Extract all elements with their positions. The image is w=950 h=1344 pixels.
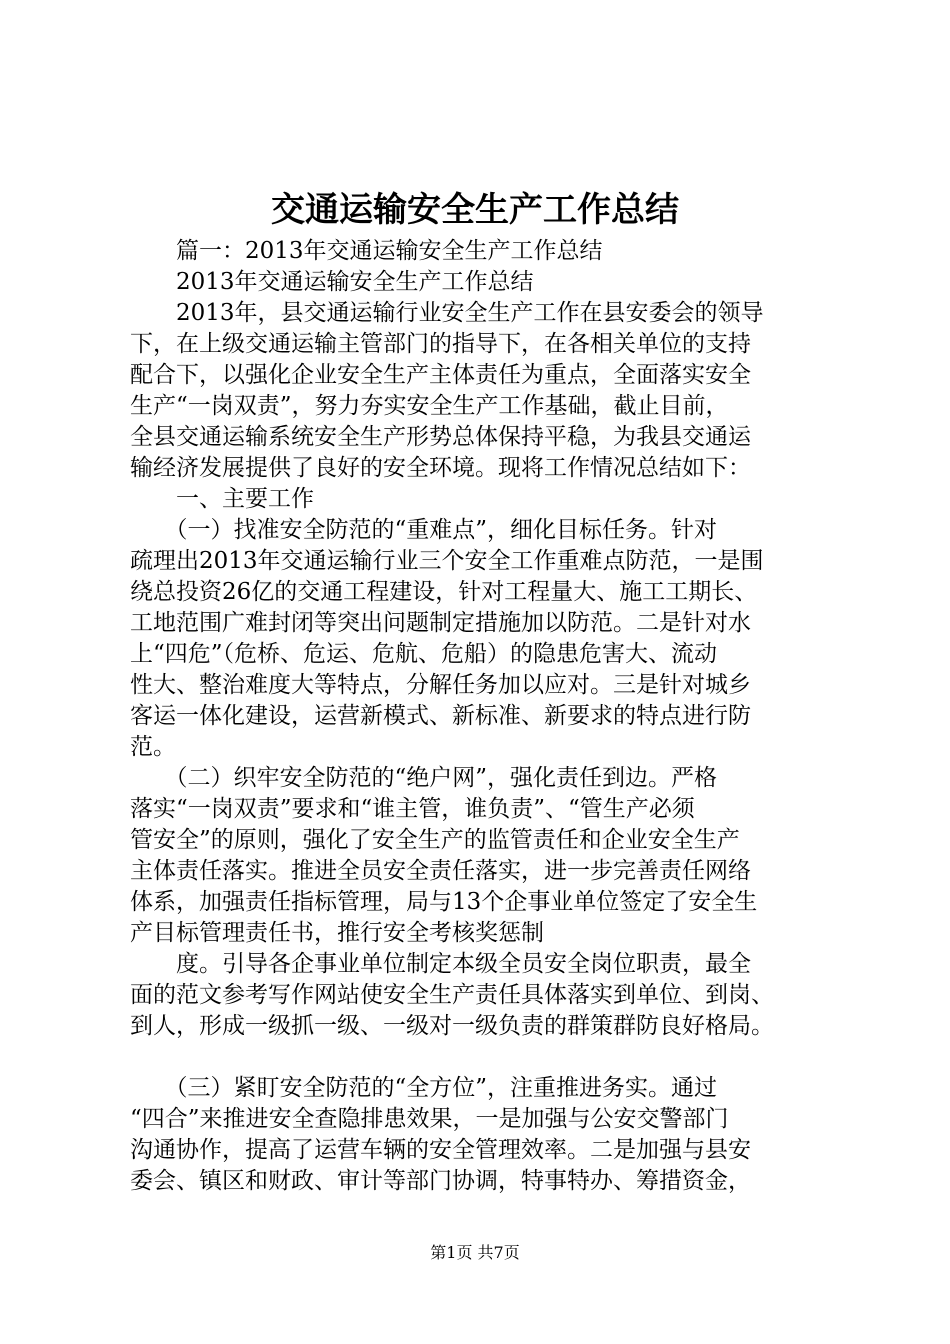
text-line: （二）织牢安全防范的“绝户网”，强化责任到边。严格 [130,765,718,791]
text-line: 2013年，县交通运输行业安全生产工作在县安委会的领导 [130,300,764,326]
text-line: 体系，加强责任指标管理，局与13个企事业单位签定了安全生 [130,889,758,915]
text-line: 客运一体化建设，运营新模式、新标准、新要求的特点进行防 [130,703,751,729]
text-line: 面的范文参考写作网站使安全生产责任具体落实到单位、到岗、 [130,982,774,1008]
text-line: 疏理出2013年交通运输行业三个安全工作重难点防范，一是围 [130,548,764,574]
text-line: 上“四危”（危桥、危运、危航、危船）的隐患危害大、流动 [130,641,718,667]
text-line: 篇一：2013年交通运输安全生产工作总结 [130,238,603,264]
text-line: 落实“一岗双责”要求和“谁主管，谁负责”、“管生产必须 [130,796,695,822]
page-footer: 第1页 共7页 [430,1243,520,1262]
text-line: （一）找准安全防范的“重难点”，细化目标任务。针对 [130,517,718,543]
text-line: 范。 [130,734,176,760]
text-line: 主体责任落实。推进全员安全责任落实，进一步完善责任网络 [130,858,751,884]
text-line: 绕总投资26亿的交通工程建设，针对工程量大、施工工期长、 [130,579,758,605]
document-title: 交通运输安全生产工作总结 [271,190,679,230]
text-line: （三）紧盯安全防范的“全方位”，注重推进务实。通过 [130,1075,718,1101]
text-line: 产目标管理责任书，推行安全考核奖惩制 [130,920,544,946]
text-line: 配合下，以强化企业安全生产主体责任为重点，全面落实安全 [130,362,751,388]
text-line: 2013年交通运输安全生产工作总结 [130,269,534,295]
text-line: 沟通协作，提高了运营车辆的安全管理效率。二是加强与县安 [130,1137,751,1163]
text-line: 度。引导各企事业单位制定本级全员安全岗位职责，最全 [130,951,751,977]
text-line: 全县交通运输系统安全生产形势总体保持平稳，为我县交通运 [130,424,751,450]
text-line: “四合”来推进安全查隐排患效果，一是加强与公安交警部门 [130,1106,729,1132]
text-line: 到人，形成一级抓一级、一级对一级负责的群策群防良好格局。 [130,1013,774,1039]
text-line: 委会、镇区和财政、审计等部门协调，特事特办、筹措资金， [130,1168,751,1194]
text-line: 工地范围广难封闭等突出问题制定措施加以防范。二是针对水 [130,610,751,636]
text-line: 下，在上级交通运输主管部门的指导下，在各相关单位的支持 [130,331,751,357]
text-line: 生产“一岗双责”，努力夯实安全生产工作基础，截止目前， [130,393,729,419]
text-line: 性大、整治难度大等特点，分解任务加以应对。三是针对城乡 [130,672,751,698]
text-line: 管安全”的原则，强化了安全生产的监管责任和企业安全生产 [130,827,740,853]
text-line: 输经济发展提供了良好的安全环境。现将工作情况总结如下： [130,455,751,481]
document-body [130,236,835,1197]
blank-line [130,1042,835,1073]
text-line: 一、主要工作 [130,486,314,512]
